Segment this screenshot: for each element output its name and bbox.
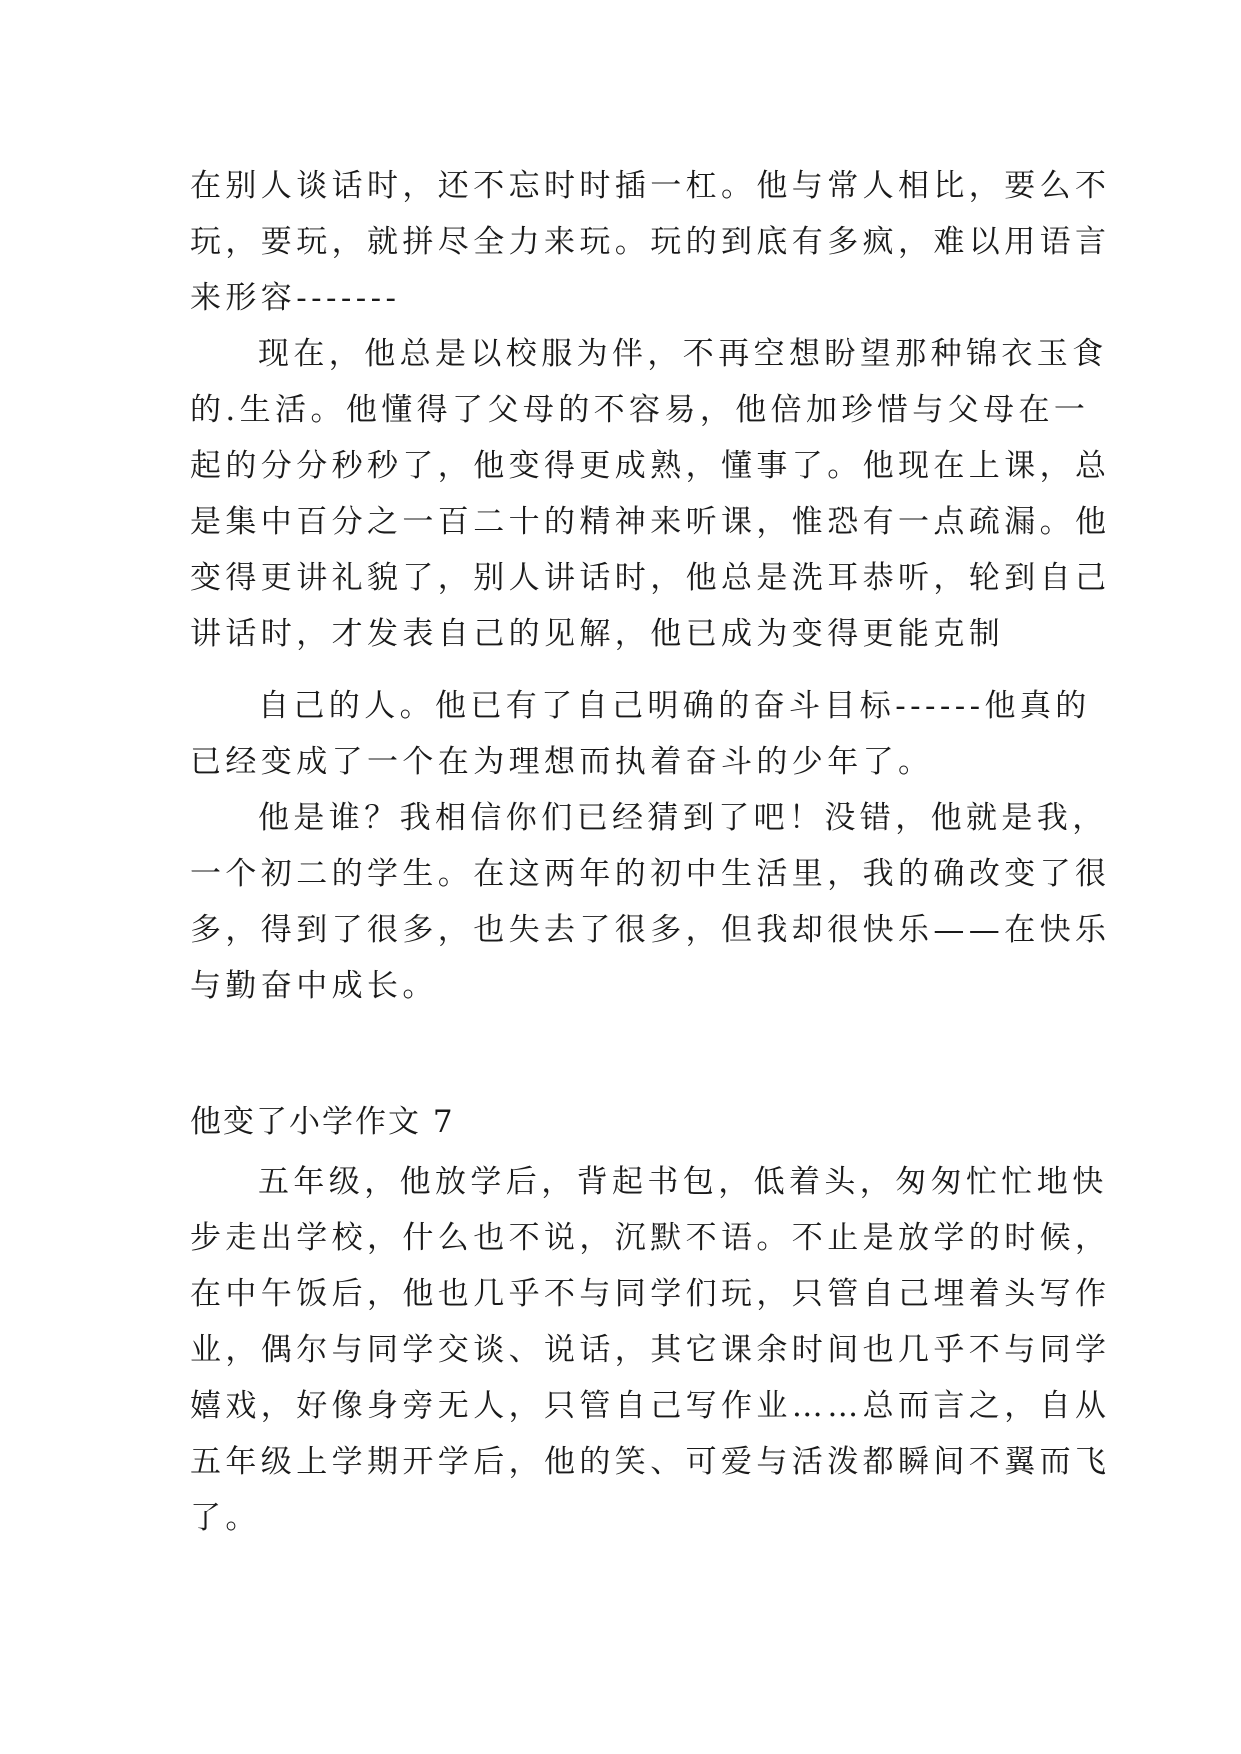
text-line: 玩，要玩，就拼尽全力来玩。玩的到底有多疯，难以用语言: [190, 224, 1111, 260]
text-line: 现在，他总是以校服为伴，不再空想盼望那种锦衣玉食: [258, 336, 1108, 372]
text-line: 变得更讲礼貌了，别人讲话时，他总是洗耳恭听，轮到自己: [190, 560, 1111, 596]
text-line: 起的分分秒秒了，他变得更成熟，懂事了。他现在上课，总: [190, 448, 1111, 484]
text-line: 来形容-------: [190, 280, 401, 316]
text-line: 嬉戏，好像身旁无人，只管自己写作业……总而言之，自从: [190, 1388, 1111, 1424]
text-line: 步走出学校，什么也不说，沉默不语。不止是放学的时候，: [190, 1220, 1111, 1256]
text-line: 了。: [190, 1500, 261, 1536]
text-line: 业，偶尔与同学交谈、说话，其它课余时间也几乎不与同学: [190, 1332, 1111, 1368]
text-line: 他是谁？我相信你们已经猜到了吧！没错，他就是我，: [258, 800, 1108, 836]
text-line: 已经变成了一个在为理想而执着奋斗的少年了。: [190, 744, 934, 780]
text-line: 与勤奋中成长。: [190, 968, 438, 1004]
text-line: 五年级，他放学后，背起书包，低着头，匆匆忙忙地快: [258, 1164, 1108, 1200]
text-line: 一个初二的学生。在这两年的初中生活里，我的确改变了很: [190, 856, 1111, 892]
text-line: 自己的人。他已有了自己明确的奋斗目标------他真的: [258, 688, 1091, 724]
text-line: 在别人谈话时，还不忘时时插一杠。他与常人相比，要么不: [190, 168, 1111, 204]
section-title: 他变了小学作文 7: [190, 1104, 455, 1140]
text-line: 讲话时，才发表自己的见解，他已成为变得更能克制: [190, 616, 1005, 652]
text-line: 五年级上学期开学后，他的笑、可爱与活泼都瞬间不翼而飞: [190, 1444, 1111, 1480]
text-line: 的.生活。他懂得了父母的不容易，他倍加珍惜与父母在一: [190, 392, 1090, 428]
text-line: 在中午饭后，他也几乎不与同学们玩，只管自己埋着头写作: [190, 1276, 1111, 1312]
text-line: 是集中百分之一百二十的精神来听课，惟恐有一点疏漏。他: [190, 504, 1111, 540]
text-line: 多，得到了很多，也失去了很多，但我却很快乐——在快乐: [190, 912, 1111, 948]
